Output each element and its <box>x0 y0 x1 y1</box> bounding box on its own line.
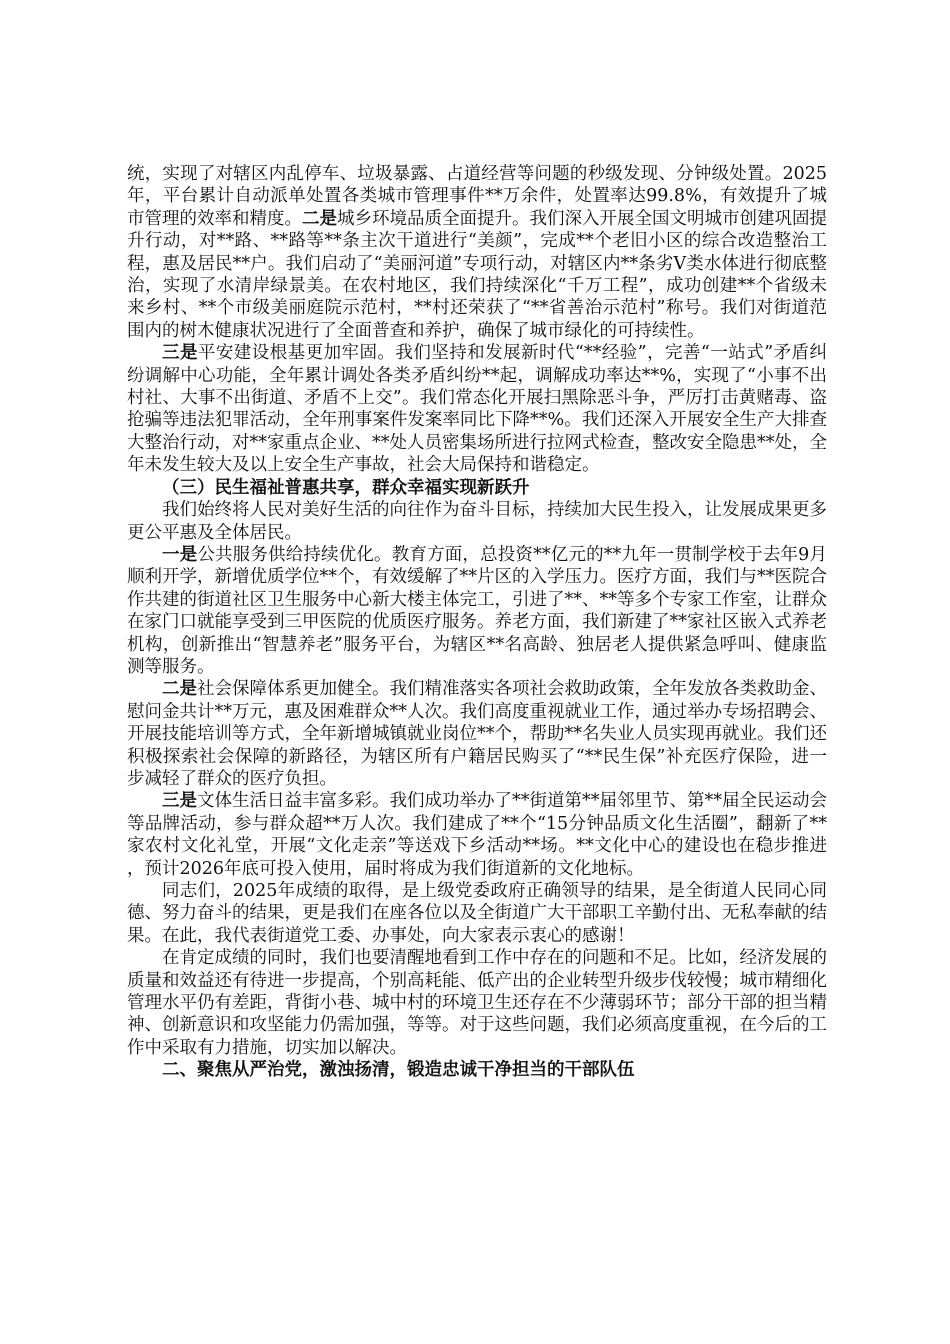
paragraph-text: 我们始终将人民对美好生活的向往作为奋斗目标，持续加大民生投入，让发展成果更多更公平惠及全体居民。 <box>127 500 827 543</box>
paragraph-public-services <box>127 544 827 678</box>
paragraph-public-safety <box>127 342 827 476</box>
paragraph-livelihood-intro <box>127 499 827 544</box>
document-body <box>127 163 827 1082</box>
paragraph-text: 文体生活日益丰富多彩。我们成功举办了**街道第**届邻里节、第**届全民运动会等品牌活动，参与群众超**万人次。我们建成了**个“15分钟品质文化生活圈”，翻新了**家农村文化礼堂，开展“文化走亲”等送戏下乡活动**场。**文化中心的建设也在稳步推进，预计2026年底可投入使用，届时将成为我们街道新的文化地标。 <box>127 791 827 879</box>
paragraph-problems <box>127 947 827 1059</box>
section-heading-livelihood: （三）民生福祉普惠共享，群众幸福实现新跃升 <box>162 477 530 498</box>
bold-lead-phrase: 三是 <box>162 343 198 364</box>
bold-lead-phrase: 三是 <box>162 791 197 812</box>
paragraph-text: 平安建设根基更加牢固。我们坚持和发展新时代“**经验”，完善“一站式”矛盾纠纷调解中心功能，全年累计调处各类矛盾纠纷**起，调解成功率达**%，实现了“小事不出村社、大事不出街道、矛盾不上交”。我们常态化开展扫黑除恶斗争，严厉打击黄赌毒、盗抢骗等违法犯罪活动，全年刑事案件发案率同比下降**%。我们还深入开展安全生产大排查大整治行动，对**家重点企业、**处人员密集场所进行拉网式检查，整改安全隐患**处，全年未发生较大及以上安全生产事故，社会大局保持和谐稳定。 <box>127 343 827 476</box>
paragraph-text: 社会保障体系更加健全。我们精准落实各项社会救助政策，全年发放各类救助金、慰问金共计**万元，惠及困难群众**人次。我们高度重视就业工作，通过举办专场招聘会、开展技能培训等方式，全年新增城镇就业岗位**个，帮助**名失业人员实现再就业。我们还积极探索社会保障的新路径，为辖区所有户籍居民购买了“**民生保”补充医疗保险，进一步减轻了群众的医疗负担。 <box>127 679 827 789</box>
bold-lead-phrase: 二是 <box>302 208 337 229</box>
bold-lead-phrase: 一是 <box>162 544 198 565</box>
section-heading-party-discipline: 二、聚焦从严治党，激浊扬清，锻造忠诚干净担当的干部队伍 <box>162 1060 635 1081</box>
paragraph-social-security <box>127 678 827 790</box>
bold-lead-phrase: 二是 <box>162 679 197 700</box>
paragraph-text: 同志们，2025年成绩的取得，是上级党委政府正确领导的结果，是全街道人民同心同德、努力奋斗的结果，更是我们在座各位以及全街道广大干部职工辛勤付出、无私奉献的结果。在此，我代表街道党工委、办事处，向大家表示衷心的感谢！ <box>127 881 827 946</box>
paragraph-text: 公共服务供给持续优化。教育方面，总投资**亿元的**九年一贯制学校于去年9月顺利开学，新增优质学位**个，有效缓解了**片区的入学压力。医疗方面，我们与**医院合作共建的街道社区卫生服务中心新大楼主体完工，引进了**、**等多个专家工作室，让群众在家门口就能享受到三甲医院的优质医疗服务。养老方面，我们新建了**家社区嵌入式养老机构，创新推出“智慧养老”服务平台，为辖区**名高龄、独居老人提供紧急呼叫、健康监测等服务。 <box>127 544 827 677</box>
paragraph-text: 城乡环境品质全面提升。我们深入开展全国文明城市创建巩固提升行动，对**路、**路等**条主次干道进行“美颜”，完成**个老旧小区的综合改造整治工程，惠及居民**户。我们启动了“美丽河道”专项行动，对辖区内**条劣Ⅴ类水体进行彻底整治，实现了水清岸绿景美。在农村地区，我们持续深化“千万工程”，成功创建**个省级未来乡村、**个市级美丽庭院示范村，**村还荣获了“**省善治示范村”称号。我们对街道范围内的树木健康状况进行了全面普查和养护，确保了城市绿化的可持续性。 <box>127 208 827 341</box>
paragraph-text: 在肯定成绩的同时，我们也要清醒地看到工作中存在的问题和不足。比如，经济发展的质量和效益还有待进一步提高，个别高耗能、低产出的企业转型升级步伐较慢；城市精细化管理水平仍有差距，背街小巷、城中村的环境卫生还存在不少薄弱环节；部分干部的担当精神、创新意识和攻坚能力仍需加强，等等。对于这些问题，我们必须高度重视，在今后的工作中采取有力措施，切实加以解决。 <box>127 948 827 1058</box>
paragraph-culture-sports <box>127 790 827 880</box>
paragraph-text: 统，实现了对辖区内乱停车、垃圾暴露、占道经营等问题的秒级发现、分钟级处置。2025年，平台累计自动派单处置各类城市管理事件**万余件，处置率达99.8%，有效提升了城市管理的效率和精度。 <box>127 164 827 229</box>
paragraph-thanks <box>127 880 827 947</box>
paragraph-urban-management <box>127 163 827 342</box>
